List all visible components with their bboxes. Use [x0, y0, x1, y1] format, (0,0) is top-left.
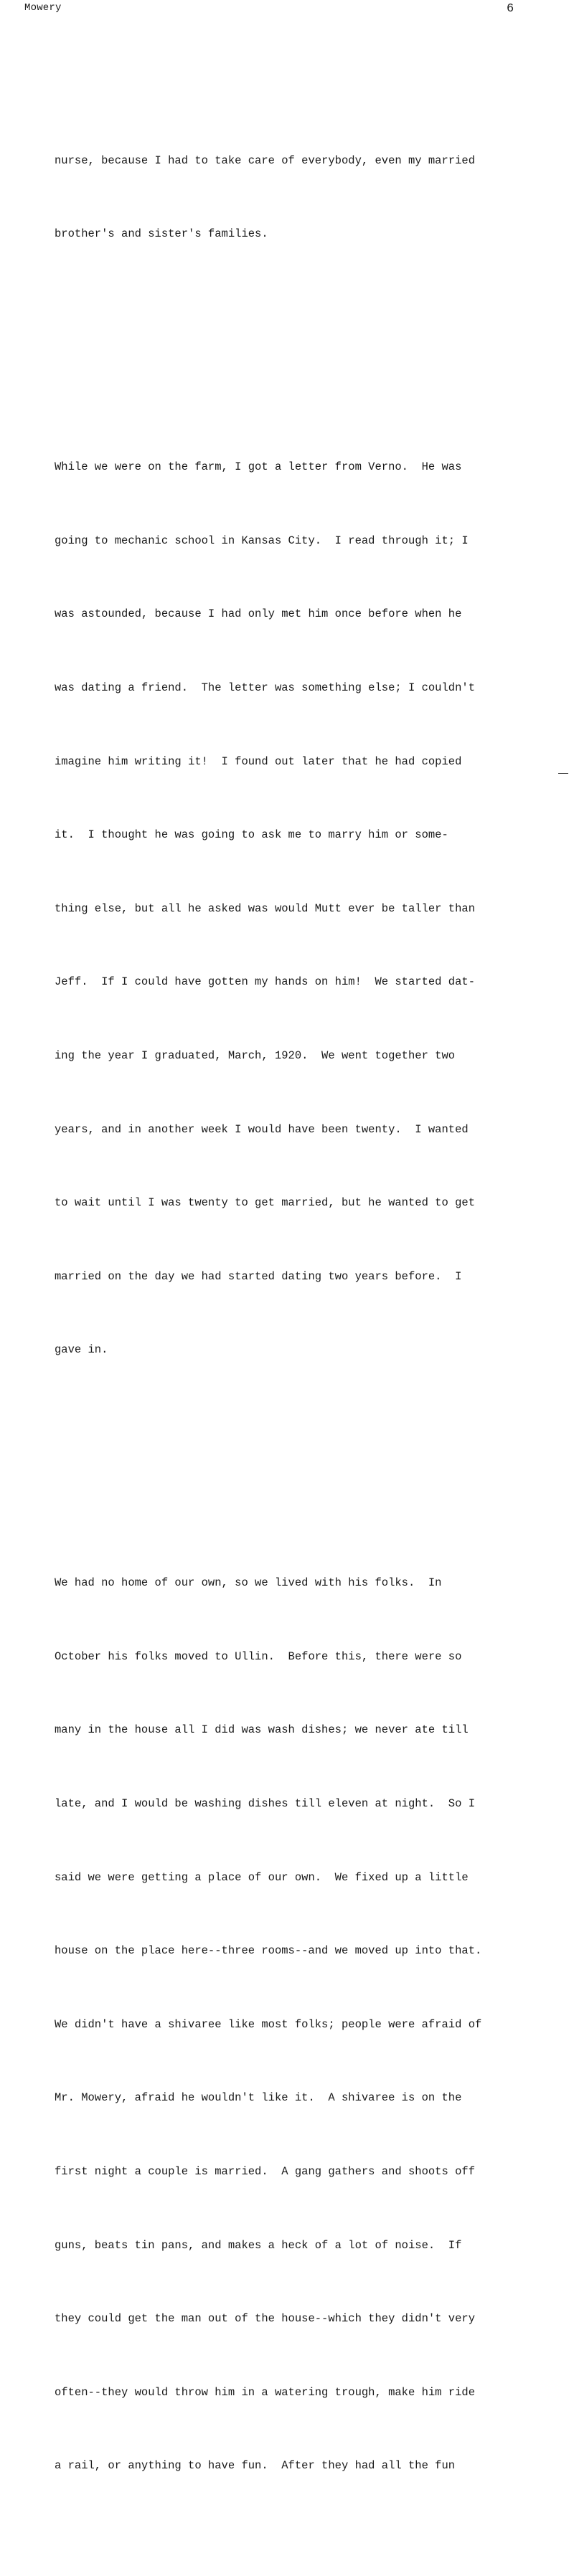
- text-line: We had no home of our own, so we lived with his folks. In: [55, 1576, 442, 1590]
- text-line: brother's and sister's families.: [55, 227, 268, 241]
- text-line: ing the year I graduated, March, 1920. We went together two: [55, 1048, 456, 1062]
- text-line: imagine him writing it! I found out later that he had copied: [55, 754, 462, 768]
- text-line: October his folks moved to Ullin. Before this, there were so: [55, 1649, 462, 1663]
- text-line: they could get the man out of the house--which they didn't very: [55, 2312, 475, 2326]
- paragraph-gap: [55, 1460, 557, 1472]
- text-line: house on the place here--three rooms--and we moved up into that.: [55, 1944, 482, 1958]
- text-line: years, and in another week I would have been twenty. I wanted: [55, 1122, 469, 1136]
- paragraph-gap: [55, 344, 557, 356]
- text-line: was dating a friend. The letter was something else; I couldn't: [55, 681, 475, 694]
- text-line: going to mechanic school in Kansas City. I read through it; I: [55, 534, 469, 547]
- paragraph: [55, 406, 557, 1411]
- paragraph: [55, 1522, 557, 2527]
- text-line: to wait until I was twenty to get married, but he wanted to get: [55, 1196, 475, 1210]
- text-line: often--they would throw him in a watering trough, make him ride: [55, 2385, 475, 2399]
- text-line: late, and I would be washing dishes till eleven at night. So I: [55, 1796, 475, 1810]
- text-line: said we were getting a place of our own. We fixed up a little: [55, 1870, 469, 1884]
- text-line: nurse, because I had to take care of everybody, even my married: [55, 153, 475, 167]
- paragraph: [55, 99, 557, 295]
- text-line: While we were on the farm, I got a letter from Verno. He was: [55, 460, 462, 474]
- scan-edge-mark: [558, 773, 568, 774]
- text-line: gave in.: [55, 1343, 108, 1357]
- text-line: Mr. Mowery, afraid he wouldn't like it. A shivaree is on the: [55, 2091, 462, 2105]
- text-line: many in the house all I did was wash dishes; we never ate till: [55, 1723, 469, 1737]
- text-line: thing else, but all he asked was would Mutt ever be taller than: [55, 901, 475, 915]
- body-text: [55, 50, 557, 2576]
- text-line: We didn't have a shivaree like most folks; people were afraid of: [55, 2017, 482, 2031]
- text-line: married on the day we had started dating two years before. I: [55, 1269, 462, 1283]
- text-line: a rail, or anything to have fun. After they had all the fun: [55, 2459, 456, 2473]
- text-line: it. I thought he was going to ask me to marry him or some-: [55, 828, 448, 842]
- text-line: Jeff. If I could have gotten my hands on him! We started dat-: [55, 975, 475, 989]
- text-line: first night a couple is married. A gang gathers and shoots off: [55, 2164, 475, 2178]
- text-line: was astounded, because I had only met him once before when he: [55, 607, 462, 621]
- running-header-author: Mowery: [24, 2, 62, 14]
- text-line: guns, beats tin pans, and makes a heck of a lot of noise. If: [55, 2238, 462, 2252]
- page-number: 6: [507, 2, 514, 16]
